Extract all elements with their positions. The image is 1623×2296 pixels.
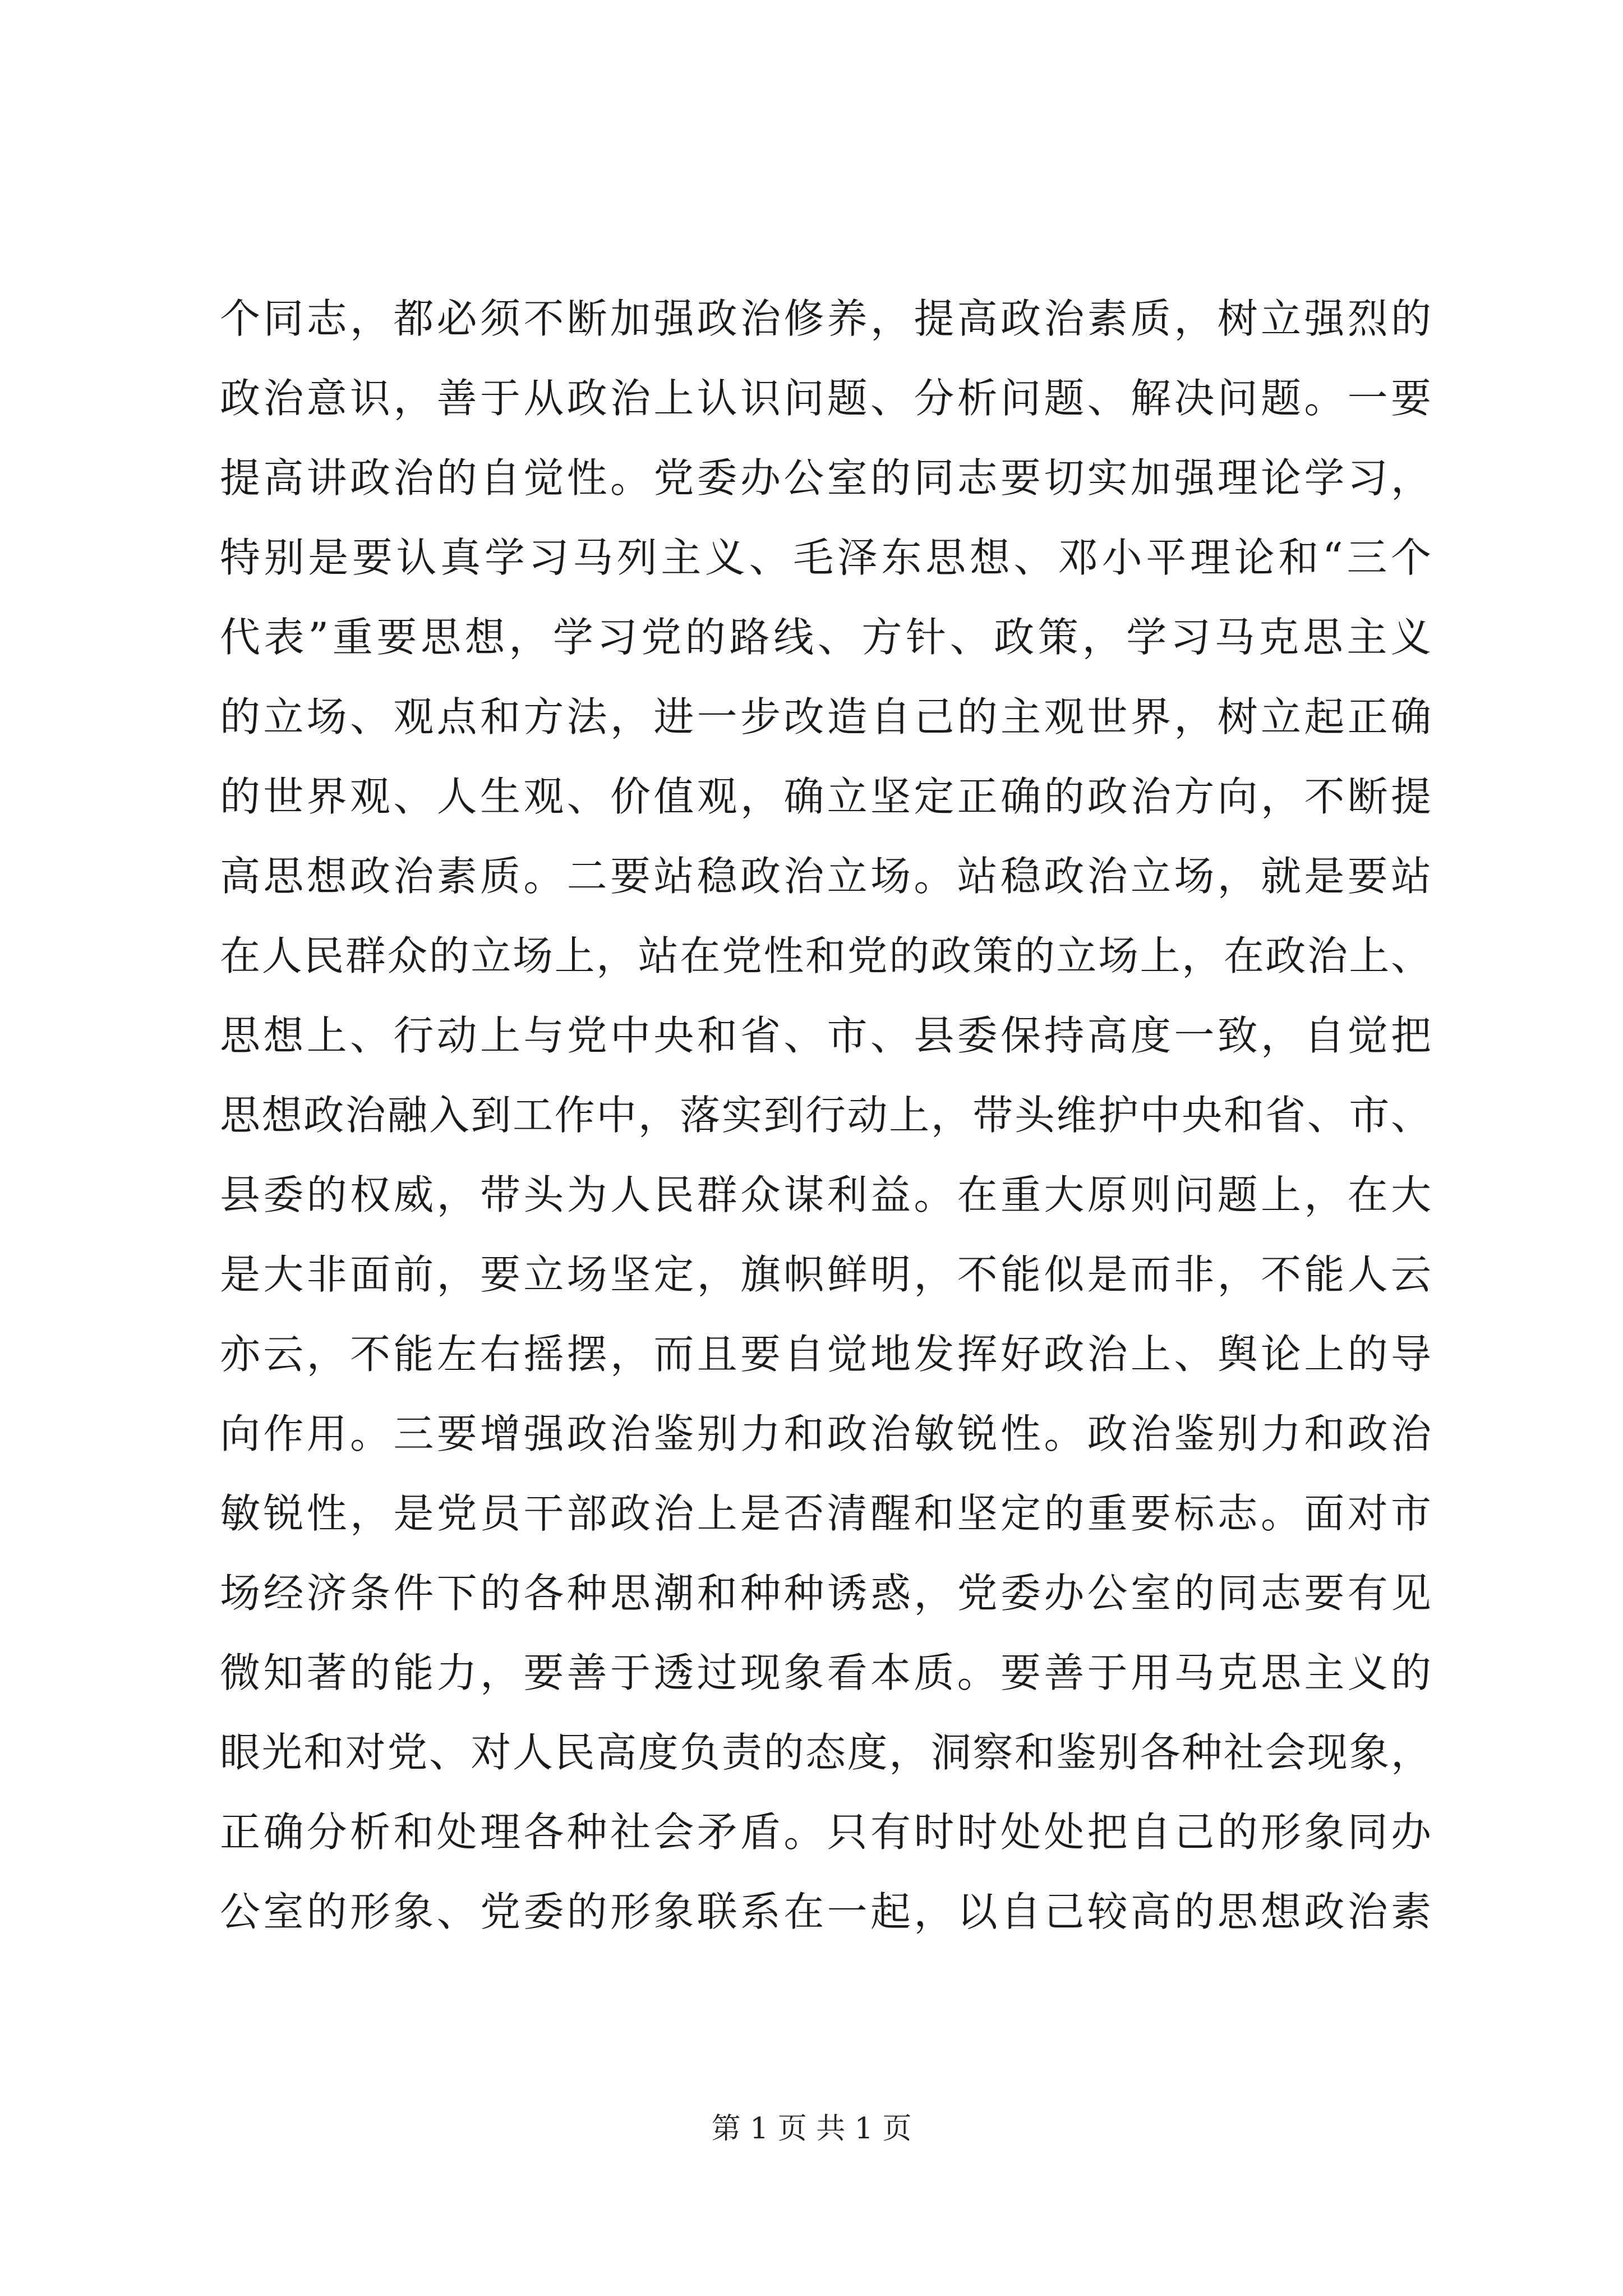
- text-line: 公室的形象、党委的形象联系在一起，以自己较高的思想政治素: [220, 1888, 1431, 1935]
- text-line: 是大非面前，要立场坚定，旗帜鲜明，不能似是而非，不能人云: [220, 1251, 1431, 1298]
- text-line: 眼光和对党、对人民高度负责的态度，洞察和鉴别各种社会现象，: [220, 1729, 1431, 1776]
- text-line: 正确分析和处理各种社会矛盾。只有时时处处把自己的形象同办: [220, 1809, 1431, 1856]
- text-line: 特别是要认真学习马列主义、毛泽东思想、邓小平理论和“三个: [220, 534, 1431, 581]
- text-line: 向作用。三要增强政治鉴别力和政治敏锐性。政治鉴别力和政治: [220, 1410, 1431, 1457]
- text-line: 微知著的能力，要善于透过现象看本质。要善于用马克思主义的: [220, 1649, 1431, 1696]
- text-line: 的立场、观点和方法，进一步改造自己的主观世界，树立起正确: [220, 693, 1431, 740]
- text-line: 场经济条件下的各种思潮和种种诱惑，党委办公室的同志要有见: [220, 1570, 1431, 1617]
- text-line: 县委的权威，带头为人民群众谋利益。在重大原则问题上，在大: [220, 1171, 1431, 1218]
- text-line: 政治意识，善于从政治上认识问题、分析问题、解决问题。一要: [220, 375, 1431, 422]
- text-line: 个同志，都必须不断加强政治修养，提高政治素质，树立强烈的: [220, 295, 1431, 342]
- text-line: 代表”重要思想，学习党的路线、方针、政策，学习马克思主义: [220, 614, 1431, 661]
- body-paragraph: [220, 295, 1431, 1971]
- page-number-label: 第 1 页 共 1 页: [711, 2112, 912, 2146]
- text-line: 高思想政治素质。二要站稳政治立场。站稳政治立场，就是要站: [220, 853, 1431, 900]
- text-line: 思想上、行动上与党中央和省、市、县委保持高度一致，自觉把: [220, 1012, 1431, 1059]
- text-line: 敏锐性，是党员干部政治上是否清醒和坚定的重要标志。面对市: [220, 1490, 1431, 1537]
- text-line: 思想政治融入到工作中，落实到行动上，带头维护中央和省、市、: [220, 1092, 1431, 1139]
- text-line: 亦云，不能左右摇摆，而且要自觉地发挥好政治上、舆论上的导: [220, 1331, 1431, 1378]
- text-line: 在人民群众的立场上，站在党性和党的政策的立场上，在政治上、: [220, 932, 1431, 979]
- page-footer: [0, 2112, 1623, 2146]
- text-line: 提高讲政治的自觉性。党委办公室的同志要切实加强理论学习，: [220, 454, 1431, 501]
- text-line: 的世界观、人生观、价值观，确立坚定正确的政治方向，不断提: [220, 773, 1431, 820]
